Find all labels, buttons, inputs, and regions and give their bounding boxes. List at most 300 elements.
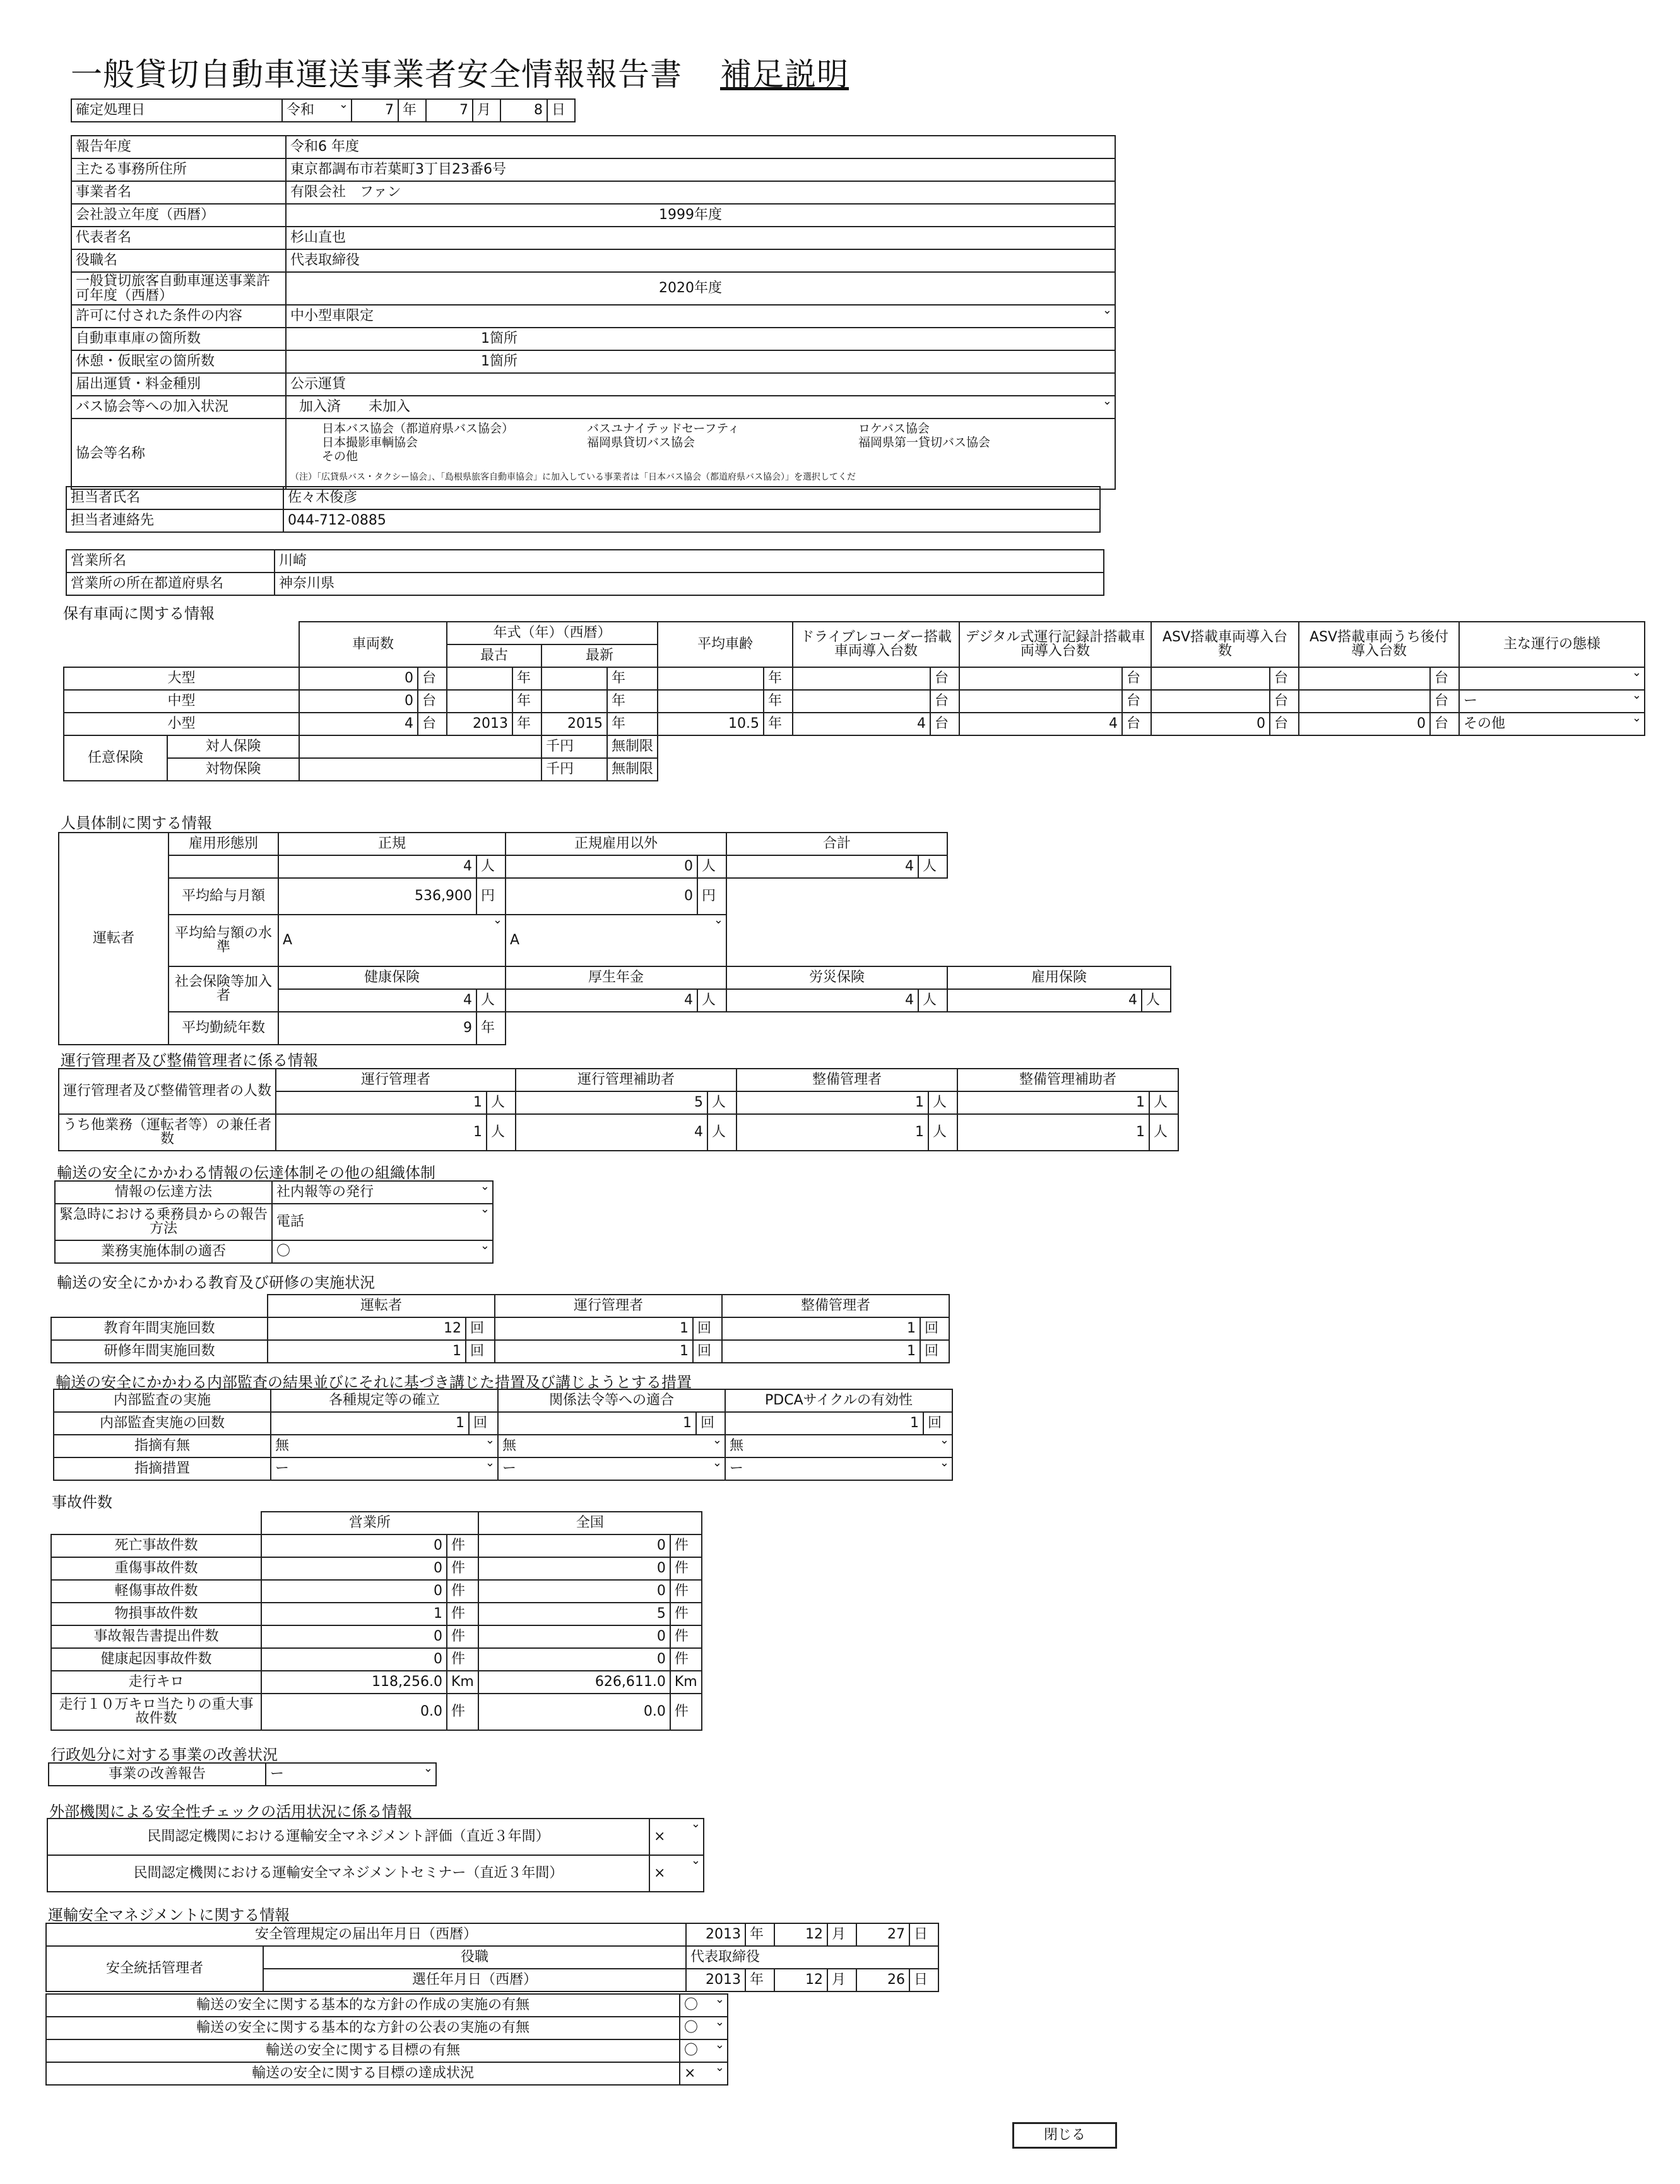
contact-name-input[interactable]: 佐々木俊彦 xyxy=(283,487,1100,509)
unit: 回 xyxy=(466,1340,495,1363)
unit: 箇所 xyxy=(490,353,518,370)
drec-input[interactable] xyxy=(793,690,930,713)
row-label: 選任年月日（西暦） xyxy=(263,1969,686,1991)
unit: 年 xyxy=(607,667,658,690)
filing-year-input[interactable]: 2013 xyxy=(686,1923,745,1946)
health-ins-input[interactable]: 4 xyxy=(278,989,476,1012)
asv2-input[interactable]: 0 xyxy=(1299,713,1430,735)
unit: 人 xyxy=(487,1091,516,1114)
unit: 年 xyxy=(764,690,793,713)
assoc-item[interactable]: 日本バス協会（都道府県バス協会） xyxy=(322,422,514,436)
oldest-input[interactable] xyxy=(447,690,512,713)
communication-table xyxy=(54,1180,494,1264)
contact-phone-input[interactable]: 044-712-0885 xyxy=(283,509,1100,532)
audit-table xyxy=(53,1389,953,1481)
avg-age-input[interactable] xyxy=(658,667,764,690)
founded-year-input[interactable]: 1999 xyxy=(659,207,694,223)
assoc-list[interactable] xyxy=(290,422,1111,472)
asv-input[interactable]: 0 xyxy=(1151,713,1270,735)
asv-input[interactable] xyxy=(1151,690,1270,713)
col-header: 厚生年金 xyxy=(506,966,726,989)
drec-input[interactable] xyxy=(793,667,930,690)
office-km-input[interactable]: 118,256.0 xyxy=(261,1671,447,1694)
count-input[interactable]: 0 xyxy=(299,667,418,690)
unit: 台 xyxy=(930,713,959,735)
unit: 人 xyxy=(1149,1091,1178,1114)
col-header: 関係法令等への適合 xyxy=(498,1389,725,1412)
edu-driver-input[interactable]: 12 xyxy=(268,1317,466,1340)
vehicle-row xyxy=(64,713,1645,735)
assoc-note: （注）「広貸県バス・タクシー協会」、「島根県旅客自動車協会」に加入している事業者は「日本バス協会（都道府県バス協会）」を選択してくだ xyxy=(290,472,856,482)
close-button[interactable]: 閉じる xyxy=(1012,2122,1117,2149)
policy-create-select[interactable]: 〇 ⌄ xyxy=(680,1994,728,2017)
unit: 回 xyxy=(693,1317,722,1340)
row-label: 輸送の安全に関する基本的な方針の公表の実施の有無 xyxy=(46,2017,680,2039)
row-label: 内部監査実施の回数 xyxy=(54,1412,271,1435)
unit: 人 xyxy=(476,855,506,878)
unit: 回 xyxy=(920,1340,949,1363)
office-accident-input[interactable]: 0 xyxy=(261,1557,447,1580)
office-name-input[interactable]: 川崎 xyxy=(275,550,1104,573)
ops-assistant-count[interactable]: 5 xyxy=(516,1091,707,1114)
tenure-input[interactable]: 9 xyxy=(278,1012,476,1045)
unit: 件 xyxy=(670,1534,702,1557)
row-label: 事業者名 xyxy=(71,181,286,204)
unit: 台 xyxy=(418,713,447,735)
unit: 件 xyxy=(670,1580,702,1603)
unit: 人 xyxy=(707,1091,736,1114)
row-label: 届出運賃・料金種別 xyxy=(71,373,286,396)
personal-ins-value[interactable]: 無制限 xyxy=(607,735,658,758)
col-header: 全国 xyxy=(478,1512,702,1534)
office-accident-input[interactable]: 0 xyxy=(261,1580,447,1603)
unit: 台 xyxy=(930,667,959,690)
unit: 台 xyxy=(1430,667,1459,690)
assoc-item[interactable]: 福岡県貸切バス協会 xyxy=(587,436,695,449)
oldest-input[interactable] xyxy=(447,667,512,690)
digi-input[interactable] xyxy=(959,667,1122,690)
assoc-item[interactable]: 福岡県第一貸切バス協会 xyxy=(858,436,991,449)
row-label: 軽傷事故件数 xyxy=(51,1580,261,1603)
day-unit: 日 xyxy=(547,99,575,122)
newest-input[interactable] xyxy=(541,667,607,690)
policy-publish-select[interactable]: 〇 ⌄ xyxy=(680,2017,728,2039)
unit: Km xyxy=(447,1671,478,1694)
position-input[interactable]: 代表取締役 xyxy=(286,249,1115,272)
appoint-year-input[interactable]: 2013 xyxy=(686,1969,745,1991)
section-admin: 行政処分に対する事業の改善状況 xyxy=(50,1746,278,1764)
row-label: 協会等名称 xyxy=(71,418,286,489)
row-label: 指摘措置 xyxy=(54,1457,271,1480)
contact-table xyxy=(66,486,1101,533)
edu-ops-input[interactable]: 1 xyxy=(495,1317,693,1340)
maint-assistant-concurrent[interactable]: 1 xyxy=(957,1114,1149,1151)
address-input[interactable]: 東京都調布市若葉町3丁目23番6号 xyxy=(286,158,1115,181)
unit: 件 xyxy=(447,1694,478,1730)
office-table xyxy=(66,549,1104,596)
unit: 件 xyxy=(447,1534,478,1557)
unit: 月 xyxy=(827,1969,856,1991)
col-header: 運行管理者 xyxy=(495,1295,722,1317)
row-label: 輸送の安全に関する目標の有無 xyxy=(46,2039,680,2062)
office-prefecture-input[interactable]: 神奈川県 xyxy=(275,573,1104,595)
unit: 台 xyxy=(418,667,447,690)
unit: 件 xyxy=(447,1648,478,1671)
unit: 回 xyxy=(693,1340,722,1363)
assoc-item[interactable]: その他 xyxy=(322,449,358,463)
salary-level-nonregular-select[interactable]: A ⌄ xyxy=(506,915,726,966)
row-label: 営業所の所在都道府県名 xyxy=(66,573,275,595)
oldest-input[interactable]: 2013 xyxy=(447,713,512,735)
assoc-item[interactable]: バスユナイテッドセーフティ xyxy=(587,422,740,436)
month-input[interactable]: 7 xyxy=(426,99,473,122)
col-header: 整備管理補助者 xyxy=(957,1069,1178,1091)
driver-label: 運転者 xyxy=(59,833,169,1045)
company-info-table xyxy=(71,135,1116,490)
appoint-month-input[interactable]: 12 xyxy=(774,1969,827,1991)
nonregular-count-input[interactable]: 0 xyxy=(506,855,697,878)
section-accidents: 事故件数 xyxy=(52,1493,112,1511)
unit: 千円 xyxy=(541,735,607,758)
unit: 人 xyxy=(928,1114,957,1151)
maint-assistant-count[interactable]: 1 xyxy=(957,1091,1149,1114)
national-accident-input[interactable]: 0 xyxy=(478,1648,670,1671)
ops-manager-concurrent[interactable]: 1 xyxy=(276,1114,487,1151)
row-label: 輸送の安全に関する目標の達成状況 xyxy=(46,2062,680,2085)
page-title xyxy=(71,49,849,95)
office-accident-input[interactable]: 0 xyxy=(261,1534,447,1557)
col-header: 平均車齢 xyxy=(658,622,793,667)
row-label: 一般貸切旅客自動車運送事業許可年度（西暦） xyxy=(71,272,286,305)
total-count-input[interactable]: 4 xyxy=(726,855,918,878)
unit: 件 xyxy=(670,1603,702,1625)
personal-ins-input[interactable] xyxy=(299,735,541,758)
col-header: 各種規定等の確立 xyxy=(271,1389,498,1412)
fare-type-input[interactable]: 公示運賃 xyxy=(286,373,1115,396)
col-header: 雇用保険 xyxy=(947,966,1171,989)
unit: 年 xyxy=(764,667,793,690)
row-label: 走行１０万キロ当たりの重大事故件数 xyxy=(51,1694,261,1730)
row-label: 運行管理者及び整備管理者の人数 xyxy=(59,1069,276,1114)
national-accident-input[interactable]: 5 xyxy=(478,1603,670,1625)
appoint-day-input[interactable]: 26 xyxy=(856,1969,909,1991)
mode-select[interactable] xyxy=(1459,667,1645,690)
property-ins-value[interactable]: 無制限 xyxy=(607,758,658,781)
audit-count-rules[interactable]: 1 xyxy=(271,1412,469,1435)
unit: 人 xyxy=(1149,1114,1178,1151)
row-label: 役職 xyxy=(263,1946,686,1969)
membership-select[interactable]: 加入済 未加入 ⌄ xyxy=(286,396,1115,418)
drec-input[interactable]: 4 xyxy=(793,713,930,735)
row-label: バス協会等への加入状況 xyxy=(71,396,286,418)
ops-assistant-concurrent[interactable]: 4 xyxy=(516,1114,707,1151)
row-label: 役職名 xyxy=(71,249,286,272)
unit: 年 xyxy=(745,1923,774,1946)
pension-input[interactable]: 4 xyxy=(506,989,697,1012)
unit: 箇所 xyxy=(490,331,518,347)
asv2-input[interactable] xyxy=(1299,690,1430,713)
license-condition-select[interactable]: 中小型車限定 ⌄ xyxy=(286,305,1115,328)
avg-age-input[interactable] xyxy=(658,690,764,713)
row-label: 中型 xyxy=(64,690,299,713)
rest-room-count-input[interactable]: 1 xyxy=(481,353,490,370)
admin-table xyxy=(48,1762,437,1786)
unit: 台 xyxy=(1122,667,1151,690)
improvement-select[interactable]: ー ⌄ xyxy=(266,1763,436,1786)
unit: 年 xyxy=(512,667,541,690)
unit: 日 xyxy=(909,1969,938,1991)
unit: 件 xyxy=(670,1648,702,1671)
national-accident-input[interactable]: 0 xyxy=(478,1534,670,1557)
vehicle-row xyxy=(64,667,1645,690)
col-header: 労災保険 xyxy=(726,966,947,989)
row-label: 平均給与額の水準 xyxy=(169,915,278,966)
row-label: 安全管理規定の届出年月日（西暦） xyxy=(46,1923,686,1946)
ops-manager-count[interactable]: 1 xyxy=(276,1091,487,1114)
title-text: 一般貸切自動車運送事業者安全情報報告書 xyxy=(71,56,682,93)
row-label: 対物保険 xyxy=(167,758,299,781)
asv-input[interactable] xyxy=(1151,667,1270,690)
company-name-input[interactable]: 有限会社 ファン xyxy=(286,181,1115,204)
regular-count-input[interactable]: 4 xyxy=(278,855,476,878)
info-method-select[interactable]: 社内報等の発行 ⌄ xyxy=(272,1181,493,1204)
office-accident-input[interactable]: 1 xyxy=(261,1603,447,1625)
unit: 人 xyxy=(476,989,506,1012)
row-label: 輸送の安全に関する基本的な方針の作成の実施の有無 xyxy=(46,1994,680,2017)
unit: 台 xyxy=(1270,690,1299,713)
audit-count-law[interactable]: 1 xyxy=(498,1412,696,1435)
row-label: 物損事故件数 xyxy=(51,1603,261,1625)
unit: 年 xyxy=(764,713,793,735)
unit: 月 xyxy=(827,1923,856,1946)
count-input[interactable]: 0 xyxy=(299,690,418,713)
salary-nonregular-input[interactable]: 0 xyxy=(506,878,697,915)
col-header: 正規 xyxy=(278,833,506,855)
day-input[interactable]: 8 xyxy=(500,99,547,122)
section-sms: 運輸安全マネジメントに関する情報 xyxy=(48,1906,290,1924)
count-input[interactable]: 4 xyxy=(299,713,418,735)
row-label: 報告年度 xyxy=(71,136,286,158)
col-header: デジタル式運行記録計搭載車両導入台数 xyxy=(959,622,1151,667)
unit: 回 xyxy=(469,1412,498,1435)
unit: 千円 xyxy=(541,758,607,781)
blank-cell xyxy=(64,622,299,667)
confirm-date-table xyxy=(71,98,576,122)
newest-input[interactable] xyxy=(541,690,607,713)
unit: Km xyxy=(670,1671,702,1694)
salary-level-regular-select[interactable]: A ⌄ xyxy=(278,915,506,966)
row-label: 平均勤続年数 xyxy=(169,1012,278,1045)
unit: 台 xyxy=(1430,690,1459,713)
unit: 回 xyxy=(466,1317,495,1340)
month-unit: 月 xyxy=(473,99,500,122)
salary-regular-input[interactable]: 536,900 xyxy=(278,878,476,915)
row-label: 重傷事故件数 xyxy=(51,1557,261,1580)
assoc-item[interactable]: ロケバス協会 xyxy=(858,422,930,436)
unit: 年度 xyxy=(694,207,723,223)
unit: 件 xyxy=(447,1557,478,1580)
confirm-label: 確定処理日 xyxy=(71,99,282,122)
edu-maint-input[interactable]: 1 xyxy=(722,1317,920,1340)
train-ops-input[interactable]: 1 xyxy=(495,1340,693,1363)
section-managers: 運行管理者及び整備管理者に係る情報 xyxy=(61,1052,318,1069)
unit: 円 xyxy=(697,878,726,915)
row-label: 営業所名 xyxy=(66,550,275,573)
unit: 台 xyxy=(1270,713,1299,735)
representative-input[interactable]: 杉山直也 xyxy=(286,227,1115,249)
col-header: 整備管理者 xyxy=(722,1295,949,1317)
unit: 台 xyxy=(1122,690,1151,713)
goal-exists-select[interactable]: 〇 ⌄ xyxy=(680,2039,728,2062)
vehicle-row xyxy=(64,690,1645,713)
row-label: 事故報告書提出件数 xyxy=(51,1625,261,1648)
col-header: 最新 xyxy=(541,644,658,667)
digi-input[interactable] xyxy=(959,690,1122,713)
era-select[interactable]: 令和 ⌄ xyxy=(282,99,352,122)
finding-rules-select[interactable]: 無 ⌄ xyxy=(271,1435,498,1457)
maint-manager-concurrent[interactable]: 1 xyxy=(736,1114,928,1151)
section-training: 輸送の安全にかかわる教育及び研修の実施状況 xyxy=(57,1274,375,1291)
section-staff: 人員体制に関する情報 xyxy=(61,814,212,832)
col-header: 運行管理補助者 xyxy=(516,1069,736,1091)
sms-policy-table xyxy=(45,1993,728,2086)
national-km-input[interactable]: 626,611.0 xyxy=(478,1671,670,1694)
unit: 年 xyxy=(476,1012,506,1045)
avg-age-input[interactable]: 10.5 xyxy=(658,713,764,735)
finding-law-select[interactable]: 無 ⌄ xyxy=(498,1435,725,1457)
row-label: うち他業務（運転者等）の兼任者数 xyxy=(59,1114,276,1151)
unit: 人 xyxy=(707,1114,736,1151)
unit: 人 xyxy=(928,1091,957,1114)
col-header: 最古 xyxy=(447,644,541,667)
office-accident-input[interactable]: 0 xyxy=(261,1648,447,1671)
row-label: 死亡事故件数 xyxy=(51,1534,261,1557)
unit: 件 xyxy=(670,1694,702,1730)
row-label: 対人保険 xyxy=(167,735,299,758)
emergency-report-select[interactable]: 電話 ⌄ xyxy=(272,1204,493,1240)
col-header: ドライブレコーダー搭載車両導入台数 xyxy=(793,622,959,667)
unit: 台 xyxy=(1122,713,1151,735)
col-header: 主な運行の態様 xyxy=(1459,622,1645,667)
measure-rules-select[interactable]: ー ⌄ xyxy=(271,1457,498,1480)
row-label: 主たる事務所住所 xyxy=(71,158,286,181)
row-label: 休憩・仮眠室の箇所数 xyxy=(71,350,286,373)
unit: 件 xyxy=(670,1625,702,1648)
col-header: 合計 xyxy=(726,833,947,855)
emp-ins-input[interactable]: 4 xyxy=(947,989,1142,1012)
row-label: 担当者氏名 xyxy=(66,487,283,509)
subtitle-text: 補足説明 xyxy=(720,56,849,93)
unit: 件 xyxy=(670,1557,702,1580)
work-system-select[interactable]: 〇 ⌄ xyxy=(272,1240,493,1263)
section-audit: 輸送の安全にかかわる内部監査の結果並びにそれに基づき講じた措置及び講じようとする措置 xyxy=(56,1374,692,1391)
train-maint-input[interactable]: 1 xyxy=(722,1340,920,1363)
license-year-input[interactable]: 2020 xyxy=(659,280,694,297)
train-driver-input[interactable]: 1 xyxy=(268,1340,466,1363)
assoc-item[interactable]: 日本撮影車輌協会 xyxy=(322,436,418,449)
row-label: 指摘有無 xyxy=(54,1435,271,1457)
row-label: 業務実施体制の適否 xyxy=(55,1240,272,1263)
office-accident-input[interactable]: 0 xyxy=(261,1625,447,1648)
newest-input[interactable]: 2015 xyxy=(541,713,607,735)
unit: 人 xyxy=(697,855,726,878)
national-accident-input[interactable]: 0 xyxy=(478,1580,670,1603)
finding-pdca-select[interactable]: 無 ⌄ xyxy=(725,1435,952,1457)
row-label: 雇用形態別 xyxy=(169,833,278,855)
col-header: 運行管理者 xyxy=(276,1069,516,1091)
manager-position-input[interactable]: 代表取締役 xyxy=(686,1946,938,1969)
col-header: 運転者 xyxy=(268,1295,495,1317)
row-label: 研修年間実施回数 xyxy=(51,1340,268,1363)
maint-manager-count[interactable]: 1 xyxy=(736,1091,928,1114)
unit: 人 xyxy=(697,989,726,1012)
work-ins-input[interactable]: 4 xyxy=(726,989,918,1012)
unit: 件 xyxy=(447,1603,478,1625)
row-label: 大型 xyxy=(64,667,299,690)
unit: 年 xyxy=(607,713,658,735)
row-label: 民間認定機関における運輸安全マネジメントセミナー（直近３年間） xyxy=(47,1855,649,1892)
staff-table xyxy=(58,832,1171,1045)
unit: 台 xyxy=(418,690,447,713)
managers-table xyxy=(58,1068,1179,1151)
unit: 日 xyxy=(909,1923,938,1946)
national-accident-input[interactable]: 0 xyxy=(478,1625,670,1648)
seminar-select[interactable]: × ⌄ xyxy=(649,1855,704,1892)
mode-select[interactable]: その他 ⌄ xyxy=(1459,713,1645,735)
row-label: 代表者名 xyxy=(71,227,286,249)
row-label: 民間認定機関における運輸安全マネジメント評価（直近３年間） xyxy=(47,1819,649,1855)
national-accident-input[interactable]: 0 xyxy=(478,1557,670,1580)
col-header: ASV搭載車両うち後付導入台数 xyxy=(1299,622,1459,667)
property-ins-input[interactable] xyxy=(299,758,541,781)
goal-achieved-select[interactable]: × ⌄ xyxy=(680,2062,728,2085)
filing-month-input[interactable]: 12 xyxy=(774,1923,827,1946)
measure-pdca-select[interactable]: ー ⌄ xyxy=(725,1457,952,1480)
audit-count-pdca[interactable]: 1 xyxy=(725,1412,923,1435)
insurance-label: 任意保険 xyxy=(64,735,167,781)
unit: 年 xyxy=(607,690,658,713)
unit: 件 xyxy=(447,1580,478,1603)
national-rate-input[interactable]: 0.0 xyxy=(478,1694,670,1730)
evaluation-select[interactable]: × ⌄ xyxy=(649,1819,704,1855)
unit: 台 xyxy=(1430,713,1459,735)
filing-day-input[interactable]: 27 xyxy=(856,1923,909,1946)
row-label: 情報の伝達方法 xyxy=(55,1181,272,1204)
unit: 件 xyxy=(447,1625,478,1648)
office-rate-input[interactable]: 0.0 xyxy=(261,1694,447,1730)
digi-input[interactable]: 4 xyxy=(959,713,1122,735)
section-vehicles: 保有車両に関する情報 xyxy=(63,605,215,622)
asv2-input[interactable] xyxy=(1299,667,1430,690)
row-label: 自動車車庫の箇所数 xyxy=(71,328,286,350)
sms-table xyxy=(45,1923,939,1992)
year-input[interactable]: 7 xyxy=(352,99,398,122)
col-header: 内部監査の実施 xyxy=(54,1389,271,1412)
measure-law-select[interactable]: ー ⌄ xyxy=(498,1457,725,1480)
row-label: 走行キロ xyxy=(51,1671,261,1694)
mode-select[interactable]: ー ⌄ xyxy=(1459,690,1645,713)
report-year-input[interactable]: 令和6 年度 xyxy=(286,136,1115,158)
blank-cell xyxy=(658,735,1645,758)
section-external: 外部機関による安全性チェックの活用状況に係る情報 xyxy=(49,1803,413,1820)
col-header: 正規雇用以外 xyxy=(506,833,726,855)
training-table xyxy=(50,1294,950,1363)
row-label: 平均給与月額 xyxy=(169,878,278,915)
garage-count-input[interactable]: 1 xyxy=(481,331,490,347)
col-header: 車両数 xyxy=(299,622,447,667)
row-label: 緊急時における乗務員からの報告方法 xyxy=(55,1204,272,1240)
col-header: 営業所 xyxy=(261,1512,478,1534)
